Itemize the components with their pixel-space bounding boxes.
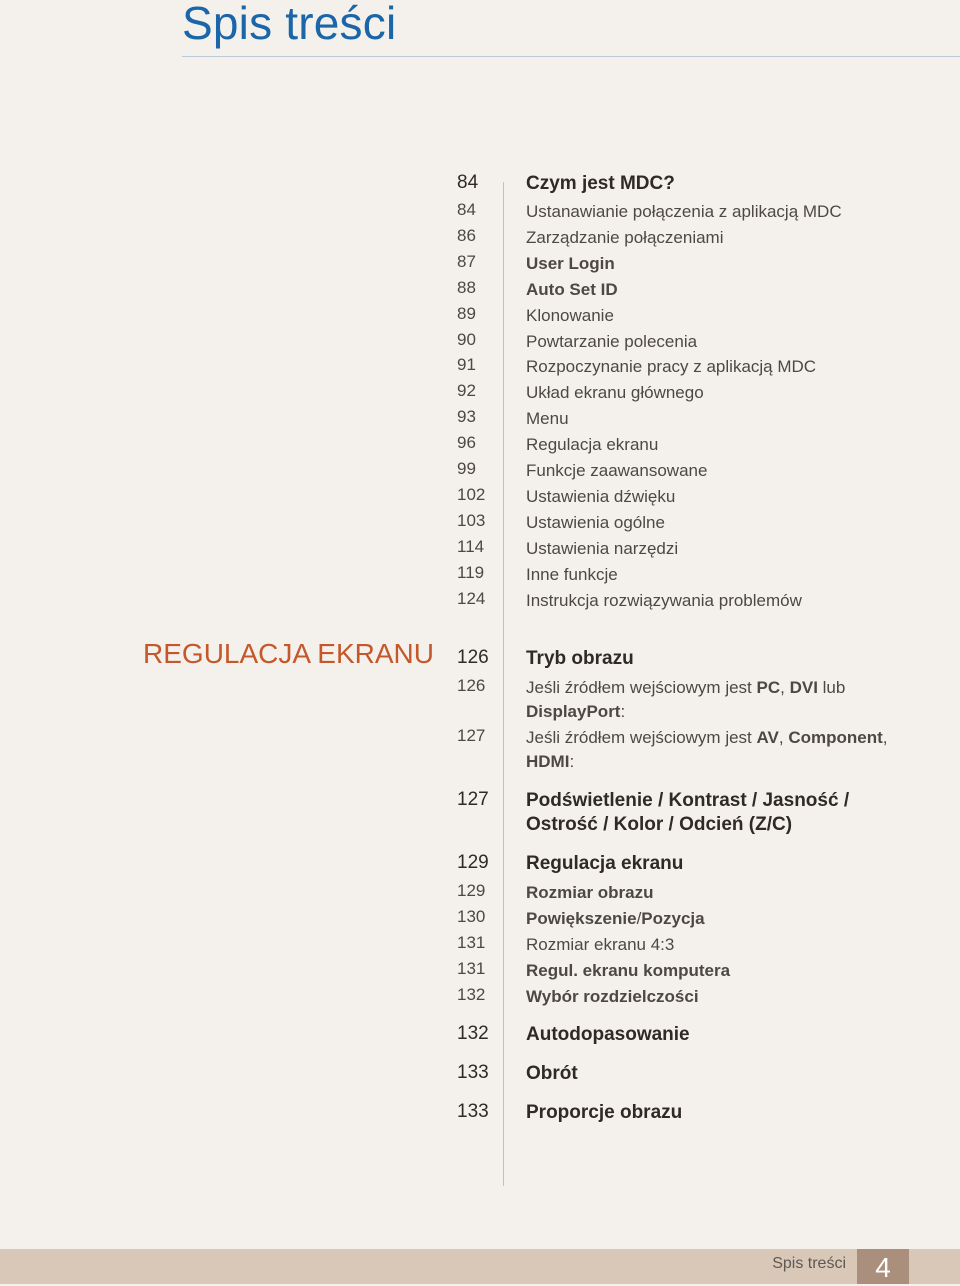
title-underline — [182, 56, 960, 57]
toc-entry-text: Klonowanie — [526, 305, 614, 325]
toc-page-number: 126 — [457, 676, 486, 695]
page-title: Spis treści — [182, 0, 397, 49]
toc-entry-text: Powtarzanie polecenia — [526, 331, 698, 351]
toc-page-number: 90 — [457, 329, 476, 349]
toc-entry-text: Zarządzanie połączeniami — [526, 227, 724, 247]
toc-entry-text: Czym jest MDC? — [526, 173, 675, 194]
footer-page-number: 4 — [857, 1249, 909, 1284]
toc-entry-text: Obrót — [526, 1063, 578, 1084]
toc-page-number: 132 — [457, 1023, 489, 1044]
toc-entry-text: Auto Set ID — [526, 279, 618, 299]
toc-page-number: 131 — [457, 959, 486, 978]
toc-entry-text: Autodopasowanie — [526, 1024, 690, 1045]
toc-entry-text: Regulacja ekranu — [526, 435, 659, 455]
text-run-bold: DVI — [789, 678, 818, 697]
toc-page-number: 87 — [457, 251, 476, 271]
toc-entry-text: Instrukcja rozwiązywania problemów — [526, 590, 802, 610]
toc-page-number: 91 — [457, 355, 476, 375]
toc-entry-text: Ustawienia narzędzi — [526, 538, 679, 558]
text-run-bold: Powiększenie — [526, 909, 637, 928]
text-run: Jeśli źródłem wejściowym jest — [526, 678, 757, 697]
text-run-bold: AV — [756, 728, 779, 747]
toc-page-number: 93 — [457, 407, 476, 427]
text-run: : — [620, 702, 626, 721]
toc-page-number: 114 — [457, 536, 485, 556]
toc-entry-text: Ustawienia dźwięku — [526, 486, 676, 506]
text-run: / — [636, 909, 642, 928]
text-run: Jeśli źródłem wejściowym jest — [526, 728, 757, 747]
toc-page-number: 103 — [457, 510, 486, 530]
text-run: : — [569, 752, 575, 771]
toc-page-number: 127 — [457, 789, 489, 810]
toc-entry-text: Menu — [526, 409, 569, 429]
text-run-bold: HDMI — [526, 752, 570, 771]
toc-page-number: 124 — [457, 588, 486, 608]
toc-page-number: 84 — [457, 200, 476, 219]
toc-page-number: 119 — [457, 562, 485, 582]
toc-entry-text: Rozmiar obrazu — [526, 883, 654, 902]
toc-entry-text: User Login — [526, 253, 615, 273]
toc-page-number: 129 — [457, 852, 489, 873]
text-run-bold: Component — [788, 728, 883, 747]
toc-page-number: 127 — [457, 726, 486, 745]
toc-page-number: 88 — [457, 277, 476, 297]
toc-entry-text — [526, 676, 916, 724]
toc-entry-text: Ustawienia ogólne — [526, 512, 665, 532]
toc-page-number: 133 — [457, 1101, 489, 1122]
text-run: , — [780, 678, 790, 697]
toc-entry-text: Rozmiar ekranu 4:3 — [526, 935, 675, 954]
toc-entry-text — [526, 789, 916, 837]
toc-entry-text: Inne funkcje — [526, 564, 618, 584]
toc-entry-text: Proporcje obrazu — [526, 1102, 683, 1123]
toc-entry-text — [526, 907, 916, 931]
toc-page-number: 96 — [457, 433, 476, 453]
text-run: , — [778, 728, 789, 747]
toc-entry-text: Funkcje zaawansowane — [526, 461, 708, 480]
toc-page-number: 84 — [457, 172, 479, 193]
text-run-bold: DisplayPort — [526, 702, 621, 721]
toc-entry-text: Układ ekranu głównego — [526, 383, 704, 403]
toc-page-number: 133 — [457, 1062, 489, 1083]
toc-page-number: 132 — [457, 985, 486, 1004]
toc-entry-text: Rozpoczynanie pracy z aplikacją MDC — [526, 357, 817, 377]
toc-page-number: 89 — [457, 303, 476, 323]
toc-entry-text: Ustanawianie połączenia z aplikacją MDC — [526, 202, 842, 221]
toc-page-number: 86 — [457, 225, 476, 245]
text-line: Podświetlenie / Kontrast / Jasność / — [526, 790, 850, 811]
toc-page-number: 126 — [457, 647, 489, 668]
toc-page-number: 130 — [457, 907, 486, 926]
text-run: lub — [817, 678, 846, 697]
toc-page-number: 131 — [457, 933, 486, 952]
text-run-bold: PC — [756, 678, 781, 697]
toc-page-number: 99 — [457, 459, 476, 478]
toc-entry-text: Regulacja ekranu — [526, 853, 684, 874]
text-line: Ostrość / Kolor / Odcień (Z/C) — [526, 814, 793, 835]
text-run-bold: Pozycja — [641, 909, 705, 928]
toc-page-number: 129 — [457, 881, 486, 900]
toc-entry-text: Tryb obrazu — [526, 648, 634, 669]
toc-page-number: 92 — [457, 381, 476, 401]
toc-entry-text: Wybór rozdzielczości — [526, 987, 699, 1006]
column-divider — [503, 182, 504, 1186]
footer-label: Spis treści — [772, 1255, 846, 1272]
section-title: REGULACJA EKRANU — [143, 638, 434, 669]
text-run: , — [882, 728, 888, 747]
toc-page-number: 102 — [457, 484, 486, 504]
toc-entry-text: Regul. ekranu komputera — [526, 961, 731, 980]
toc-entry-text — [526, 726, 916, 774]
